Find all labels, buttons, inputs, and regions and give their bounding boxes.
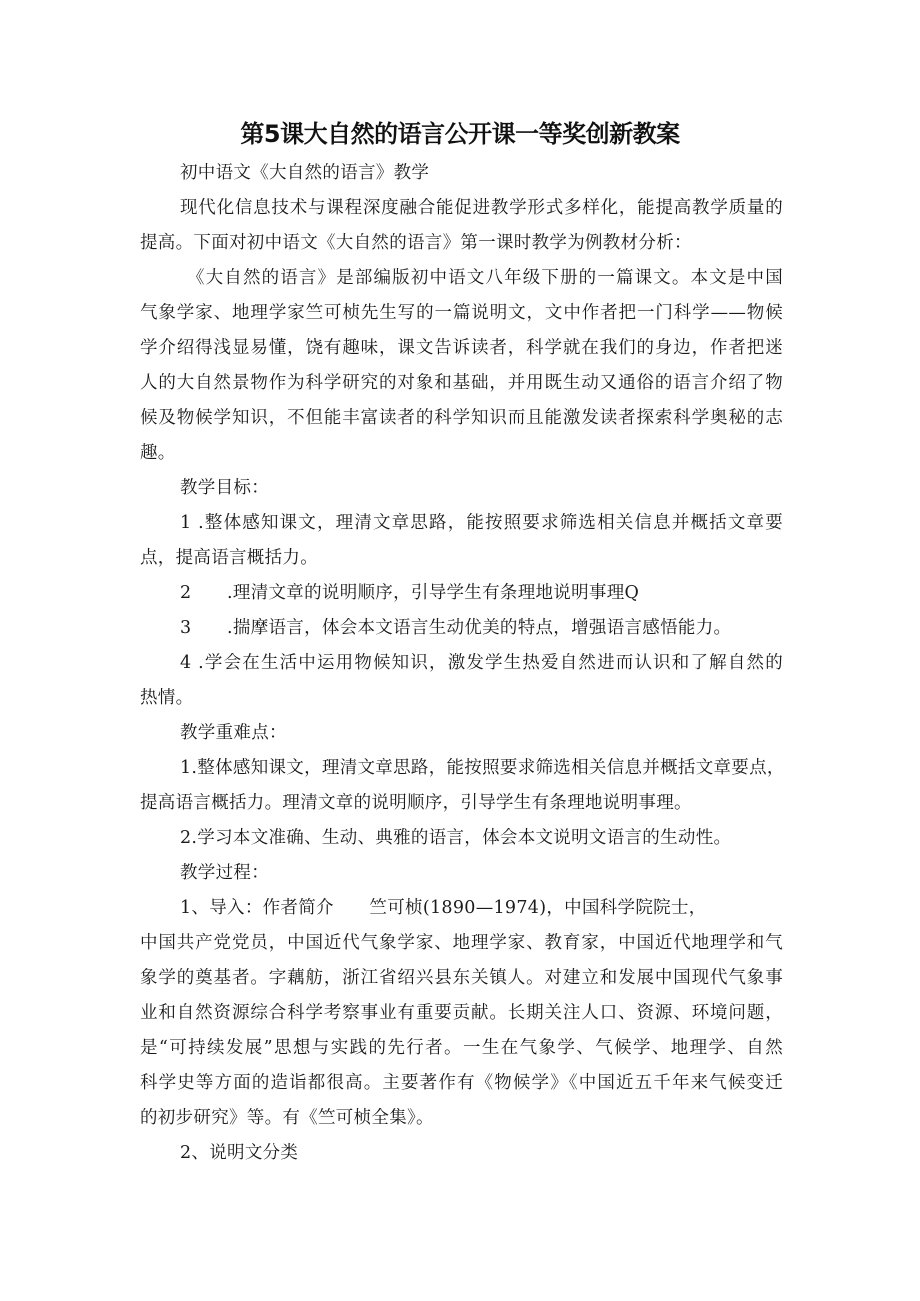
paragraph-line: 学介绍得浅显易懂，饶有趣味，课文告诉读者，科学就在我们的身边，作者把迷 — [140, 338, 783, 358]
paragraph-line: 《大自然的语言》是部编版初中语文八年级下册的一篇课文。本文是中国 — [187, 268, 783, 288]
section-heading: 教学重难点： — [180, 723, 287, 743]
paragraph-line: 提高。下面对初中语文《大自然的语言》第一课时教学为例教材分析： — [140, 233, 692, 253]
paragraph-line: 气象学家、地理学家竺可桢先生写的一篇说明文，文中作者把一门科学——物候 — [140, 303, 783, 323]
paragraph-line: 的初步研究》等。有《竺可桢全集》。 — [140, 1108, 434, 1128]
paragraph-line: 是“可持续发展”思想与实践的先行者。一生在气象学、气候学、地理学、自然 — [140, 1038, 783, 1058]
list-item: 4 .学会在生活中运用物候知识，激发学生热爱自然进而认识和了解自然的 — [180, 653, 783, 673]
list-item-continuation: 热情。 — [140, 688, 194, 708]
paragraph-line: 科学史等方面的造诣都很高。主要著作有《物候学》《中国近五千年来气候变迁 — [140, 1073, 783, 1093]
paragraph-line: 人的大自然景物作为科学研究的对象和基础，并用既生动又通俗的语言介绍了物 — [140, 373, 783, 393]
list-item: 1.整体感知课文，理清文章思路，能按照要求筛选相关信息并概括文章要点， — [180, 758, 785, 778]
section-heading: 2、说明文分类 — [180, 1143, 299, 1163]
paragraph-line: 现代化信息技术与课程深度融合能促进教学形式多样化，能提高教学质量的 — [180, 198, 783, 218]
list-item-continuation: 点，提高语言概括力。 — [140, 548, 318, 568]
section-heading: 教学过程： — [180, 863, 269, 883]
document-title: 第5课大自然的语言公开课一等奖创新教案 — [240, 120, 680, 148]
paragraph-line: 1、导入：作者简介 竺可桢(1890—1974)，中国科学院院士， — [180, 898, 707, 918]
list-item-continuation: 提高语言概括力。理清文章的说明顺序，引导学生有条理地说明事理。 — [140, 793, 692, 813]
list-item: 1 .整体感知课文，理清文章思路，能按照要求筛选相关信息并概括文章要 — [180, 513, 783, 533]
subtitle-line: 初中语文《大自然的语言》教学 — [180, 163, 430, 183]
paragraph-line: 中国共产党党员，中国近代气象学家、地理学家、教育家，中国近代地理学和气 — [140, 933, 783, 953]
paragraph-line: 趣。 — [140, 443, 176, 463]
paragraph-line: 业和自然资源综合科学考察事业有重要贡献。长期关注人口、资源、环境问题， — [140, 1003, 783, 1023]
section-heading: 教学目标： — [180, 478, 269, 498]
list-item: 2.学习本文准确、生动、典雅的语言，体会本文说明文语言的生动性。 — [180, 828, 732, 848]
list-item: 3 .揣摩语言，体会本文语言生动优美的特点，增强语言感悟能力。 — [180, 618, 732, 638]
paragraph-line: 候及物候学知识，不但能丰富读者的科学知识而且能激发读者探索科学奥秘的志 — [140, 408, 783, 428]
list-item: 2 .理清文章的说明顺序，引导学生有条理地说明事理Q — [180, 583, 640, 603]
paragraph-line: 象学的奠基者。字藕舫，浙江省绍兴县东关镇人。对建立和发展中国现代气象事 — [140, 968, 783, 988]
